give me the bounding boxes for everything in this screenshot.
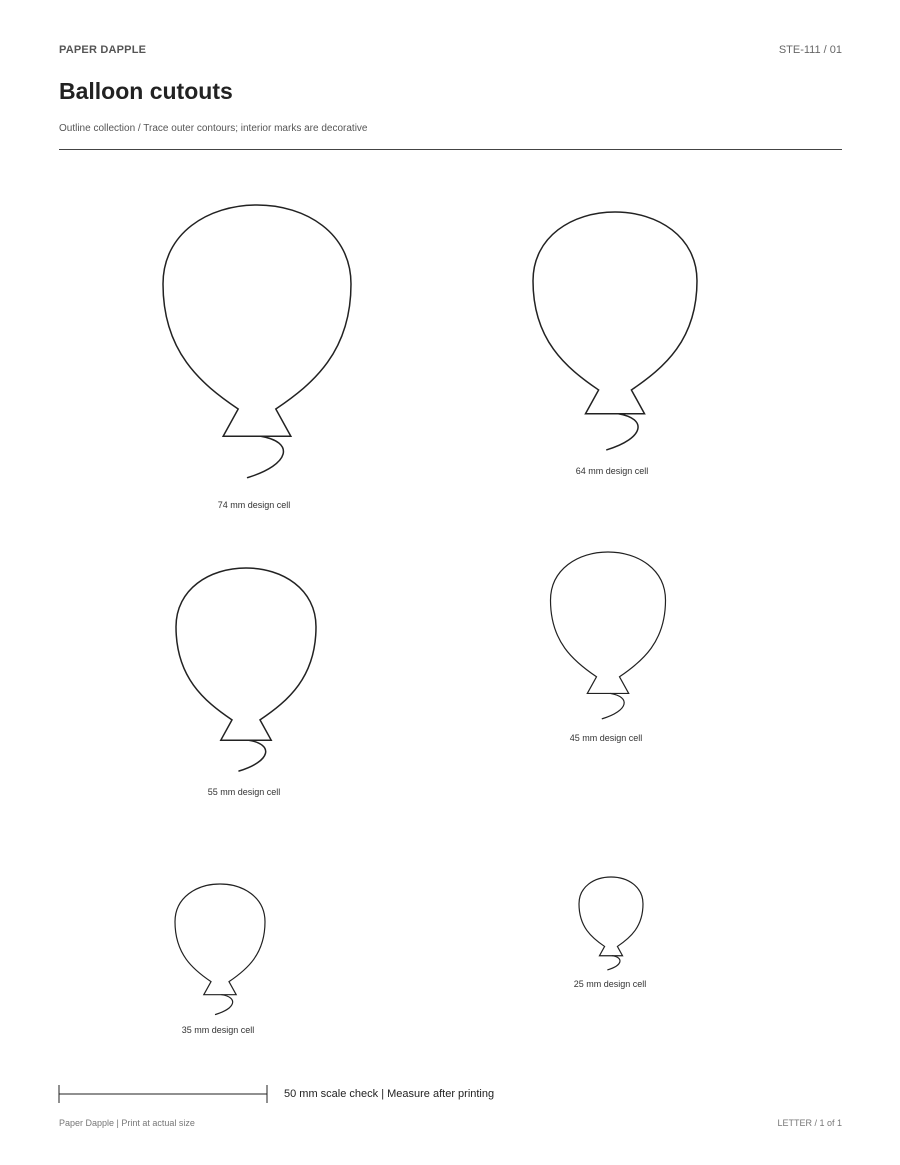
brand-name: PAPER DAPPLE bbox=[59, 44, 147, 56]
page-subtitle: Outline collection / Trace outer contours; interior marks are decorative bbox=[59, 123, 368, 134]
balloon-body-outline bbox=[176, 568, 316, 740]
balloon-string bbox=[216, 995, 233, 1015]
balloon-body-outline bbox=[163, 205, 351, 436]
balloon-outline-64 bbox=[533, 212, 697, 450]
design-cell-label: 45 mm design cell bbox=[569, 733, 643, 743]
balloon-string bbox=[608, 956, 620, 970]
scale-check-text: 50 mm scale check | Measure after printing bbox=[284, 1088, 495, 1100]
balloon-outline-55 bbox=[176, 568, 316, 771]
balloon-body-outline bbox=[175, 884, 265, 995]
footer-note: Paper Dapple | Print at actual size bbox=[59, 1118, 195, 1128]
balloon-outline-35 bbox=[175, 884, 265, 1015]
balloon-string bbox=[248, 436, 284, 477]
design-cell-label: 25 mm design cell bbox=[573, 979, 647, 989]
balloon-body-outline bbox=[533, 212, 697, 414]
balloon-outline-25 bbox=[579, 877, 643, 970]
design-cell-label: 74 mm design cell bbox=[217, 500, 291, 510]
balloon-outline-45 bbox=[551, 552, 666, 719]
balloon-body-outline bbox=[551, 552, 666, 693]
document-code: STE-111 / 01 bbox=[778, 44, 842, 56]
page-title: Balloon cutouts bbox=[59, 78, 233, 104]
scale-bar bbox=[59, 1085, 267, 1103]
footer-page-info: LETTER / 1 of 1 bbox=[777, 1118, 842, 1128]
design-cell-label: 35 mm design cell bbox=[181, 1025, 255, 1035]
balloon-string bbox=[239, 740, 266, 771]
design-cell-label: 55 mm design cell bbox=[207, 787, 281, 797]
design-cell-label: 64 mm design cell bbox=[575, 466, 649, 476]
balloon-body-outline bbox=[579, 877, 643, 956]
balloon-string bbox=[607, 414, 638, 450]
balloon-outline-74 bbox=[163, 205, 351, 478]
balloon-outlines bbox=[163, 205, 697, 1015]
balloon-string bbox=[602, 693, 624, 718]
